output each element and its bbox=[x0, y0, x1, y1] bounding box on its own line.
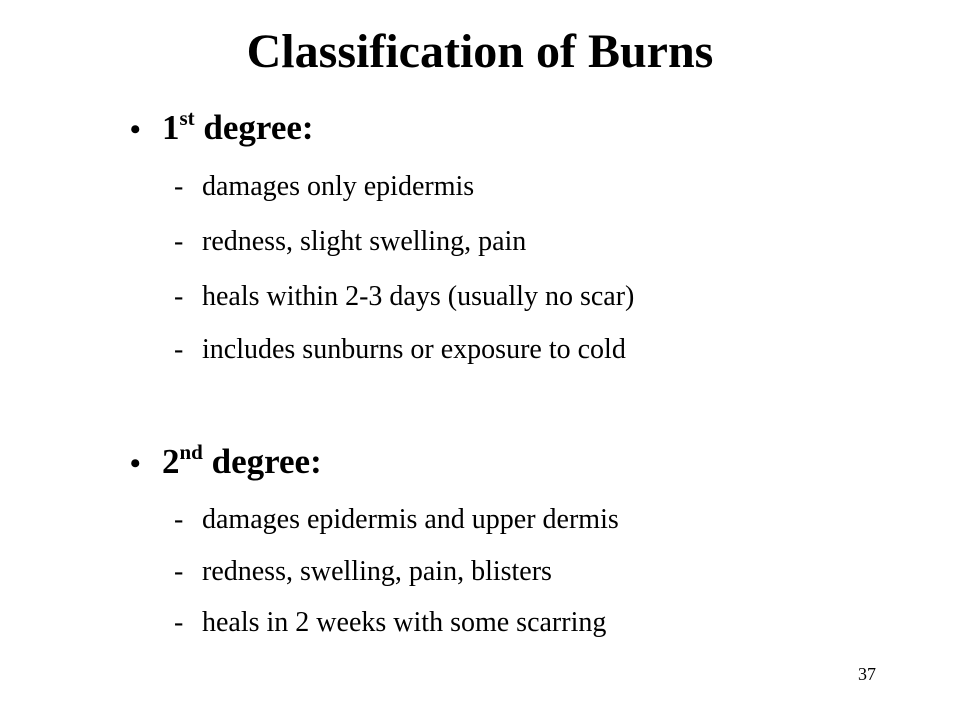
heading-ordinal-suffix: nd bbox=[179, 440, 203, 464]
list-item bbox=[174, 280, 634, 314]
list-item bbox=[174, 170, 474, 204]
list-item-text: damages epidermis and upper dermis bbox=[202, 504, 619, 535]
heading-ordinal-suffix: st bbox=[179, 106, 195, 130]
dash-marker: - bbox=[174, 556, 184, 587]
page-number: 37 bbox=[858, 664, 876, 684]
slide-title: Classification of Burns bbox=[246, 25, 714, 78]
dash-marker: - bbox=[174, 334, 184, 365]
bullet-icon: • bbox=[130, 447, 141, 480]
list-item-text: damages only epidermis bbox=[202, 171, 475, 202]
heading-number: 1 bbox=[162, 108, 180, 147]
list-item bbox=[174, 225, 526, 259]
dash-marker: - bbox=[174, 281, 184, 312]
dash-marker: - bbox=[174, 504, 184, 535]
dash-marker: - bbox=[174, 607, 184, 638]
section-heading-first-degree bbox=[130, 106, 314, 152]
section-heading-second-degree bbox=[130, 440, 322, 486]
list-item bbox=[174, 503, 619, 537]
list-item-text: redness, slight swelling, pain bbox=[202, 226, 527, 257]
heading-number: 2 bbox=[162, 442, 180, 481]
list-item-text: heals within 2-3 days (usually no scar) bbox=[202, 281, 635, 312]
list-item-text: heals in 2 weeks with some scarring bbox=[202, 607, 607, 638]
bullet-icon: • bbox=[130, 113, 141, 146]
heading-label: degree: bbox=[202, 442, 322, 481]
dash-marker: - bbox=[174, 171, 184, 202]
list-item-text: redness, swelling, pain, blisters bbox=[202, 556, 552, 587]
heading-label: degree: bbox=[194, 108, 314, 147]
list-item bbox=[174, 333, 626, 367]
list-item-text: includes sunburns or exposure to cold bbox=[202, 334, 626, 365]
dash-marker: - bbox=[174, 226, 184, 257]
list-item bbox=[174, 555, 552, 589]
list-item bbox=[174, 606, 606, 640]
